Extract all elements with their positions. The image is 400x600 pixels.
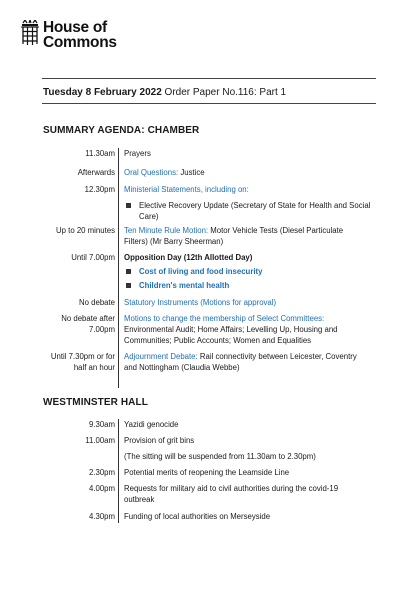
bullet-item[interactable]	[124, 280, 371, 291]
bullet-item[interactable]	[124, 266, 371, 277]
oral-questions-link[interactable]: Oral Questions:	[124, 168, 179, 177]
row-time: Up to 20 minutes	[56, 226, 115, 235]
order-paper-number: Order Paper No.116: Part 1	[164, 87, 287, 98]
row-time: Afterwards	[77, 168, 115, 177]
row-time: 2.30pm	[88, 468, 115, 477]
row-text	[124, 167, 362, 178]
bullet-square-icon	[126, 203, 131, 208]
top-rule	[42, 78, 376, 79]
row-time	[39, 313, 115, 335]
row-text: Prayers	[124, 149, 151, 158]
row-time-line-2: 7.00pm	[88, 325, 115, 334]
sitting-date: Tuesday 8 February 2022	[43, 87, 162, 98]
opposition-day-title: Opposition Day (12th Allotted Day)	[124, 253, 253, 262]
row-text: Provision of grit bins	[124, 436, 195, 445]
row-time: 12.30pm	[84, 185, 115, 194]
statutory-instruments-link[interactable]: Statutory Instruments (Motions for approval)	[124, 298, 277, 307]
chamber-agenda	[42, 148, 376, 388]
row-text	[124, 225, 362, 247]
logo-wordmark	[43, 20, 117, 50]
row-text	[124, 313, 362, 346]
childrens-mental-health-link[interactable]: Children's mental health	[139, 281, 230, 290]
ministerial-statements-link[interactable]: Ministerial Statements, including on:	[124, 185, 249, 194]
order-paper-heading	[43, 87, 286, 98]
row-text: Requests for military aid to civil authorities during the covid-19 outbreak	[124, 484, 339, 504]
header-bottom-rule	[42, 103, 376, 104]
westminster-hall-agenda	[42, 419, 376, 523]
row-time	[39, 351, 115, 373]
row-text: Potential merits of reopening the Leamside Line	[124, 468, 290, 477]
agenda-divider	[118, 419, 119, 523]
row-time-line-2: half an hour	[73, 363, 115, 372]
row-text: (The sitting will be suspended from 11.30am to 2.30pm)	[124, 452, 316, 461]
bullet-square-icon	[126, 269, 131, 274]
row-rest: Justice	[178, 168, 205, 177]
row-time: 4.30pm	[88, 512, 115, 521]
adjournment-debate-link[interactable]: Adjournment Debate:	[124, 352, 198, 361]
row-text	[124, 351, 362, 373]
logo-line-2: Commons	[43, 34, 117, 51]
row-rest: Motor Vehicle Tests (Diesel Particulate Filters) (Mr Barry Sheerman)	[124, 226, 344, 246]
logo-line-1: House of	[43, 19, 107, 36]
agenda-divider	[118, 148, 119, 388]
row-rest: Rail connectivity between Leicester, Coventry and Nottingham (Claudia Webbe)	[124, 352, 357, 372]
house-of-commons-logo	[20, 20, 117, 50]
westminster-hall-section-title: WESTMINSTER HALL	[43, 397, 148, 408]
row-time: No debate	[79, 298, 115, 307]
row-time: Until 7.00pm	[71, 253, 115, 262]
row-time: 11.30am	[85, 149, 115, 158]
row-time-line-1: Until 7.30pm or for	[50, 352, 115, 361]
row-time-line-1: No debate after	[61, 314, 115, 323]
row-time: 9.30am	[88, 420, 115, 429]
row-text: Funding of local authorities on Merseyside	[124, 512, 271, 521]
bullet-square-icon	[126, 283, 131, 288]
select-committees-link[interactable]: Motions to change the membership of Select Committees:	[124, 314, 325, 323]
bullet-text: Elective Recovery Update (Secretary of State for Health and Social Care)	[139, 201, 371, 221]
row-time: 11.00am	[85, 436, 115, 445]
bullet-item	[124, 200, 371, 222]
row-text: Yazidi genocide	[124, 420, 179, 429]
row-rest: Environmental Audit; Home Affairs; Levelling Up, Housing and Communities; Public Accounts; Women and Equalities	[124, 325, 338, 345]
row-time: 4.00pm	[88, 484, 115, 493]
portcullis-icon	[20, 20, 40, 46]
chamber-section-title: SUMMARY AGENDA: CHAMBER	[43, 125, 200, 136]
cost-of-living-link[interactable]: Cost of living and food insecurity	[139, 267, 263, 276]
ten-minute-rule-link[interactable]: Ten Minute Rule Motion:	[124, 226, 209, 235]
